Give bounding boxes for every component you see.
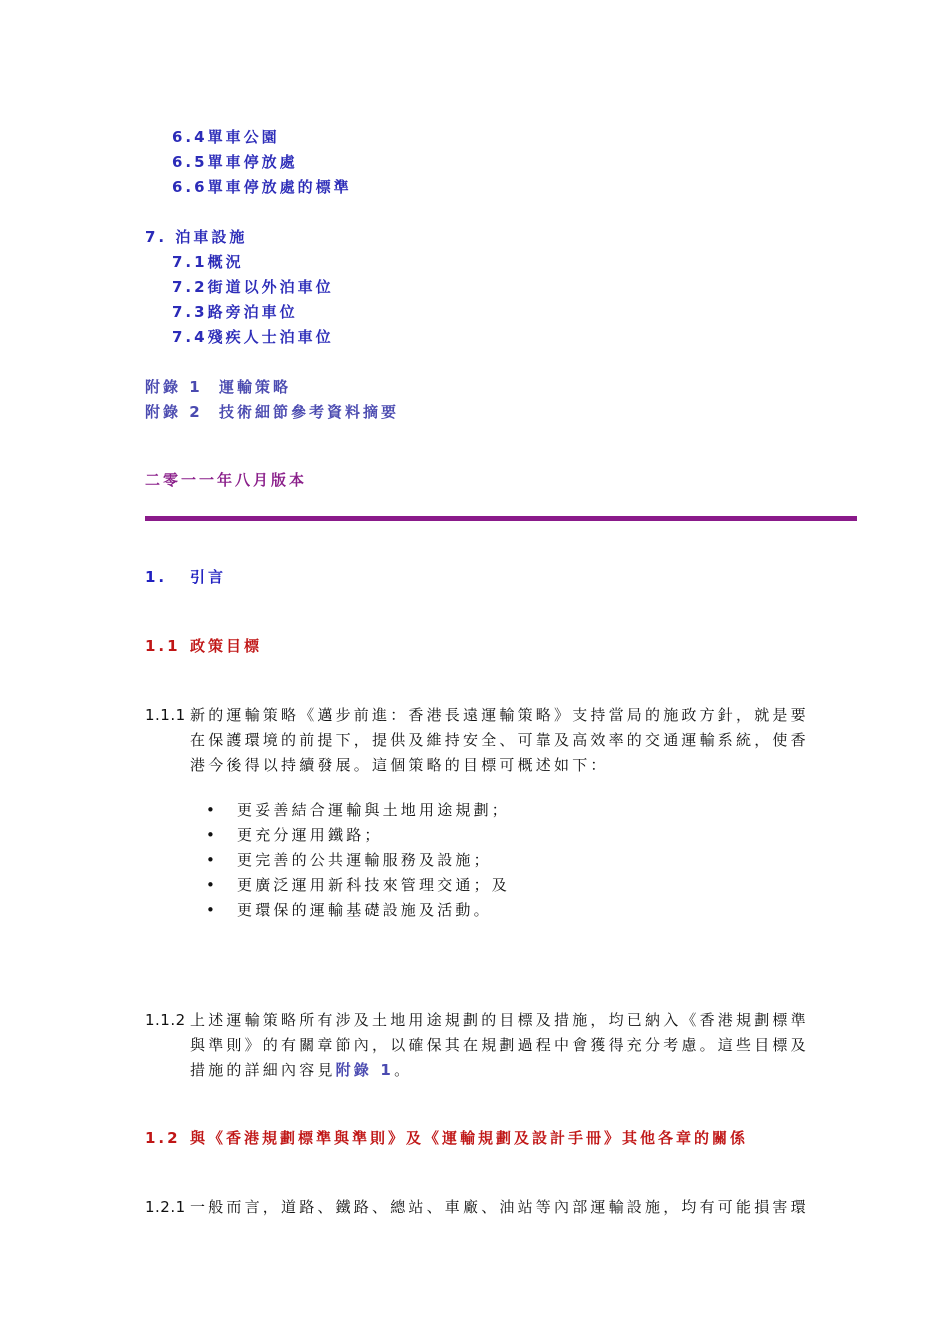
appendix-2-number: 附錄 2 bbox=[145, 403, 203, 421]
section-1-title: 引言 bbox=[190, 568, 227, 586]
appendix-1-link[interactable]: 附錄 1 bbox=[335, 1061, 395, 1079]
section-1-number: 1. bbox=[145, 568, 168, 586]
edition-label: 二零一一年八月版本 bbox=[145, 471, 308, 489]
paragraph-line: 一般而言，道路、鐵路、總站、車廠、油站等內部運輸設施，均有可能損害環 bbox=[190, 1198, 809, 1216]
toc-item-7-3[interactable]: 7.3路旁泊車位 bbox=[172, 303, 298, 321]
list-item-text: 更環保的運輸基礎設施及活動。 bbox=[237, 901, 492, 919]
paragraph-line: 上述運輸策略所有涉及土地用途規劃的目標及措施，均已納入《香港規劃標準 bbox=[190, 1011, 809, 1029]
paragraph-number: 1.1.2 bbox=[145, 1011, 186, 1029]
paragraph-line: 與準則》的有關章節內，以確保其在規劃過程中會獲得充分考慮。這些目標及 bbox=[190, 1036, 809, 1054]
toc-item-7-4[interactable]: 7.4殘疾人士泊車位 bbox=[172, 328, 334, 346]
toc-item-6-5[interactable]: 6.5單車停放處 bbox=[172, 153, 298, 171]
bullet-icon: • bbox=[206, 826, 219, 844]
toc-item-7-2[interactable]: 7.2街道以外泊車位 bbox=[172, 278, 334, 296]
toc-appendix-1[interactable] bbox=[145, 377, 291, 397]
paragraph-line: 新的運輸策略《邁步前進：香港長遠運輸策略》支持當局的施政方針，就是要 bbox=[190, 706, 809, 724]
paragraph-line-end: 。 bbox=[394, 1061, 413, 1079]
paragraph-1-2-1 bbox=[145, 1195, 865, 1220]
paragraph-line: 措施的詳細內容見 bbox=[190, 1061, 336, 1079]
list-item-text: 更完善的公共運輸服務及設施； bbox=[237, 851, 492, 869]
section-1-1-title: 政策目標 bbox=[190, 637, 263, 655]
list-item-text: 更廣泛運用新科技來管理交通；及 bbox=[237, 876, 511, 894]
toc-appendix-2[interactable] bbox=[145, 402, 399, 422]
toc-item-6-4[interactable]: 6.4單車公園 bbox=[172, 128, 280, 146]
section-1-2-heading bbox=[145, 1128, 748, 1148]
section-1-1-number: 1.1 bbox=[145, 637, 181, 655]
toc-item-7[interactable]: 7. 泊車設施 bbox=[145, 228, 248, 246]
section-1-2-number: 1.2 bbox=[145, 1129, 181, 1147]
paragraph-line: 在保護環境的前提下，提供及維持安全、可靠及高效率的交通運輸系統，使香 bbox=[190, 731, 809, 749]
bullet-icon: • bbox=[206, 876, 219, 894]
section-1-2-title: 與《香港規劃標準與準則》及《運輸規劃及設計手冊》其他各章的關係 bbox=[190, 1129, 749, 1147]
paragraph-number: 1.1.1 bbox=[145, 706, 186, 724]
paragraph-1-1-2 bbox=[145, 1008, 865, 1083]
toc-item-7-1[interactable]: 7.1概況 bbox=[172, 253, 244, 271]
section-1-1-heading bbox=[145, 636, 262, 656]
paragraph-number: 1.2.1 bbox=[145, 1198, 186, 1216]
bullet-icon: • bbox=[206, 851, 219, 869]
appendix-1-title: 運輸策略 bbox=[219, 378, 292, 396]
appendix-2-title: 技術細節參考資料摘要 bbox=[219, 403, 400, 421]
list-item-text: 更充分運用鐵路； bbox=[237, 826, 383, 844]
appendix-1-number: 附錄 1 bbox=[145, 378, 203, 396]
list-item-text: 更妥善結合運輸與土地用途規劃； bbox=[237, 801, 511, 819]
bullet-icon: • bbox=[206, 901, 219, 919]
toc-item-6-6[interactable]: 6.6單車停放處的標準 bbox=[172, 178, 352, 196]
paragraph-line: 港今後得以持續發展。這個策略的目標可概述如下： bbox=[190, 756, 609, 774]
paragraph-1-1-1 bbox=[145, 703, 865, 778]
section-divider bbox=[145, 516, 857, 521]
section-1-heading bbox=[145, 567, 226, 587]
bullet-icon: • bbox=[206, 801, 219, 819]
